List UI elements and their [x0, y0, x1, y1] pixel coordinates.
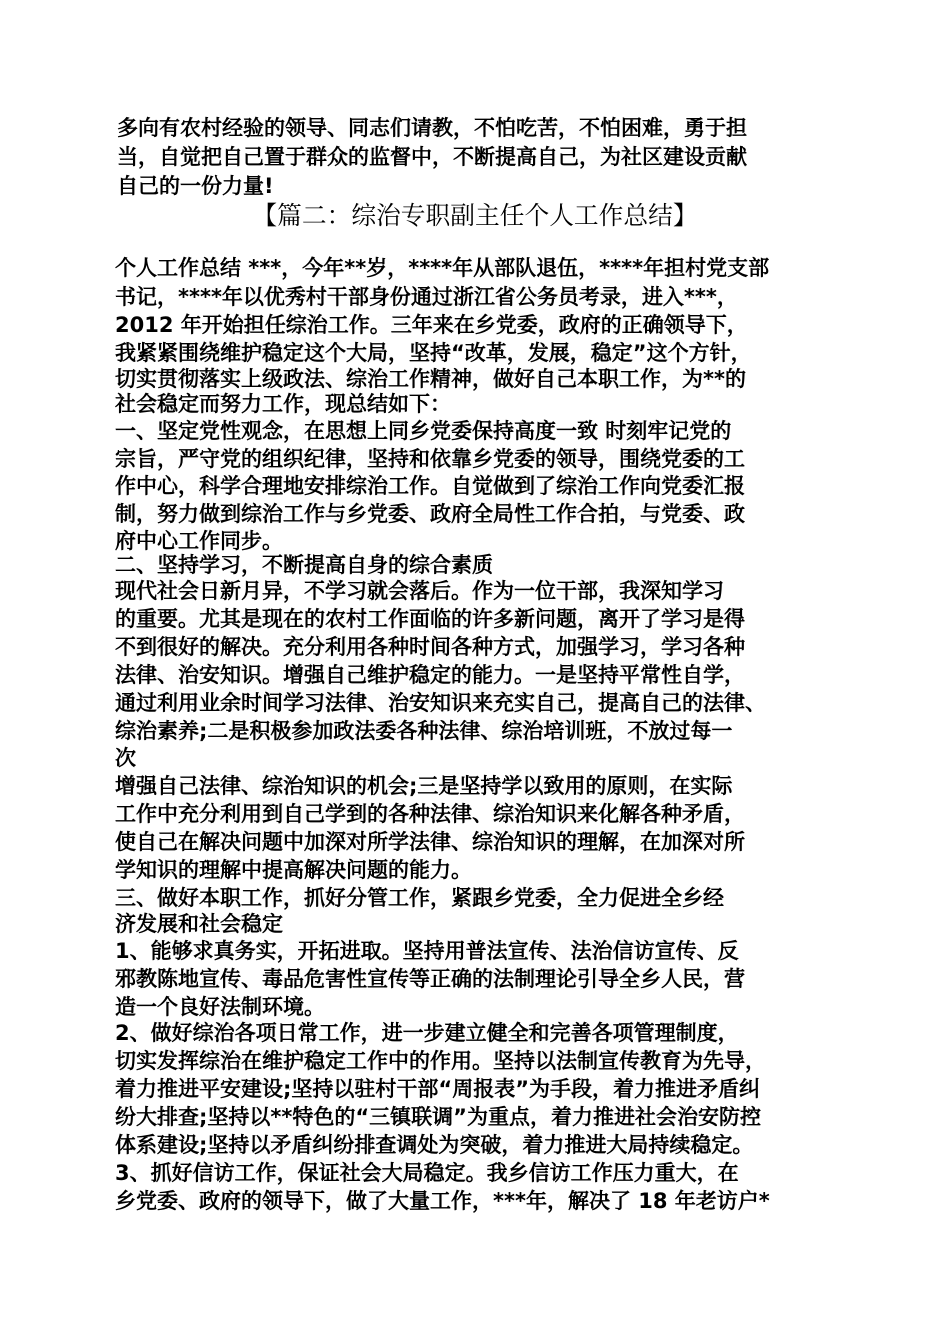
body-line: 一、坚定党性观念，在思想上同乡党委保持高度一致 时刻牢记党的 — [115, 419, 732, 443]
intro-line: 当，自觉把自己置于群众的监督中，不断提高自己，为社区建设贡献 — [117, 145, 747, 169]
intro-line: 自己的一份力量! — [117, 174, 274, 198]
body-line: 现代社会日新月异，不学习就会落后。作为一位干部，我深知学习 — [115, 579, 724, 603]
body-line: 不到很好的解决。充分利用各种时间各种方式，加强学习，学习各种 — [115, 635, 745, 659]
body-line: 社会稳定而努力工作，现总结如下： — [115, 392, 451, 416]
body-line: 使自己在解决问题中加深对所学法律、综治知识的理解，在加深对所 — [115, 830, 745, 854]
body-line: 1、能够求真务实，开拓进取。坚持用普法宣传、法治信访宣传、反 — [115, 939, 739, 963]
body-line: 宗旨，严守党的组织纪律，坚持和依靠乡党委的领导，围绕党委的工 — [115, 447, 745, 471]
body-line: 法律、治安知识。增强自己维护稳定的能力。一是坚持平常性自学， — [115, 663, 745, 687]
body-line: 切实发挥综治在维护稳定工作中的作用。坚持以法制宣传教育为先导， — [115, 1049, 766, 1073]
body-line: 次 — [115, 746, 136, 770]
body-line: 府中心工作同步。 — [115, 529, 283, 553]
body-line: 综治素养;二是积极参加政法委各种法律、综治培训班，不放过每一 — [115, 719, 733, 743]
body-line: 二、坚持学习，不断提高自身的综合素质 — [115, 553, 493, 577]
body-line: 体系建设;坚持以矛盾纠纷排查调处为突破，着力推进大局持续稳定。 — [115, 1133, 754, 1157]
body-line: 书记，****年以优秀村干部身份通过浙江省公务员考录，进入***， — [115, 285, 738, 309]
body-line: 增强自己法律、综治知识的机会;三是坚持学以致用的原则，在实际 — [115, 774, 733, 798]
body-line: 工作中充分利用到自己学到的各种法律、综治知识来化解各种矛盾， — [115, 802, 745, 826]
body-line: 纷大排查;坚持以**特色的“三镇联调”为重点，着力推进社会治安防控 — [115, 1105, 761, 1129]
body-line: 作中心，科学合理地安排综治工作。自觉做到了综治工作向党委汇报 — [115, 474, 745, 498]
body-line: 通过利用业余时间学习法律、治安知识来充实自己，提高自己的法律、 — [115, 691, 766, 715]
section-title: 【篇二：综治专职副主任个人工作总结】 — [252, 201, 698, 230]
intro-line: 多向有农村经验的领导、同志们请教，不怕吃苦，不怕困难，勇于担 — [117, 116, 747, 140]
body-line: 制，努力做到综治工作与乡党委、政府全局性工作合拍，与党委、政 — [115, 502, 745, 526]
body-line: 济发展和社会稳定 — [115, 912, 283, 936]
body-line: 乡党委、政府的领导下，做了大量工作，***年，解决了 18 年老访户* — [115, 1189, 770, 1213]
body-line: 邪教陈地宣传、毒品危害性宣传等正确的法制理论引导全乡人民，营 — [115, 967, 745, 991]
body-line: 学知识的理解中提高解决问题的能力。 — [115, 858, 472, 882]
body-line: 个人工作总结 ***，今年**岁，****年从部队退伍，****年担村党支部 — [115, 256, 770, 280]
body-line: 我紧紧围绕维护稳定这个大局，坚持“改革，发展，稳定”这个方针， — [115, 341, 752, 365]
body-line: 2、做好综治各项日常工作，进一步建立健全和完善各项管理制度， — [115, 1021, 739, 1045]
body-line: 的重要。尤其是现在的农村工作面临的许多新问题，离开了学习是得 — [115, 607, 745, 631]
body-line: 3、抓好信访工作，保证社会大局稳定。我乡信访工作压力重大，在 — [115, 1161, 739, 1185]
body-line: 切实贯彻落实上级政法、综治工作精神，做好自己本职工作，为**的 — [115, 367, 746, 391]
body-line: 三、做好本职工作，抓好分管工作，紧跟乡党委，全力促进全乡经 — [115, 886, 724, 910]
body-line: 着力推进平安建设;坚持以驻村干部“周报表”为手段，着力推进矛盾纠 — [115, 1077, 760, 1101]
body-line: 造一个良好法制环境。 — [115, 995, 325, 1019]
body-line: 2012 年开始担任综治工作。三年来在乡党委，政府的正确领导下， — [115, 313, 748, 337]
